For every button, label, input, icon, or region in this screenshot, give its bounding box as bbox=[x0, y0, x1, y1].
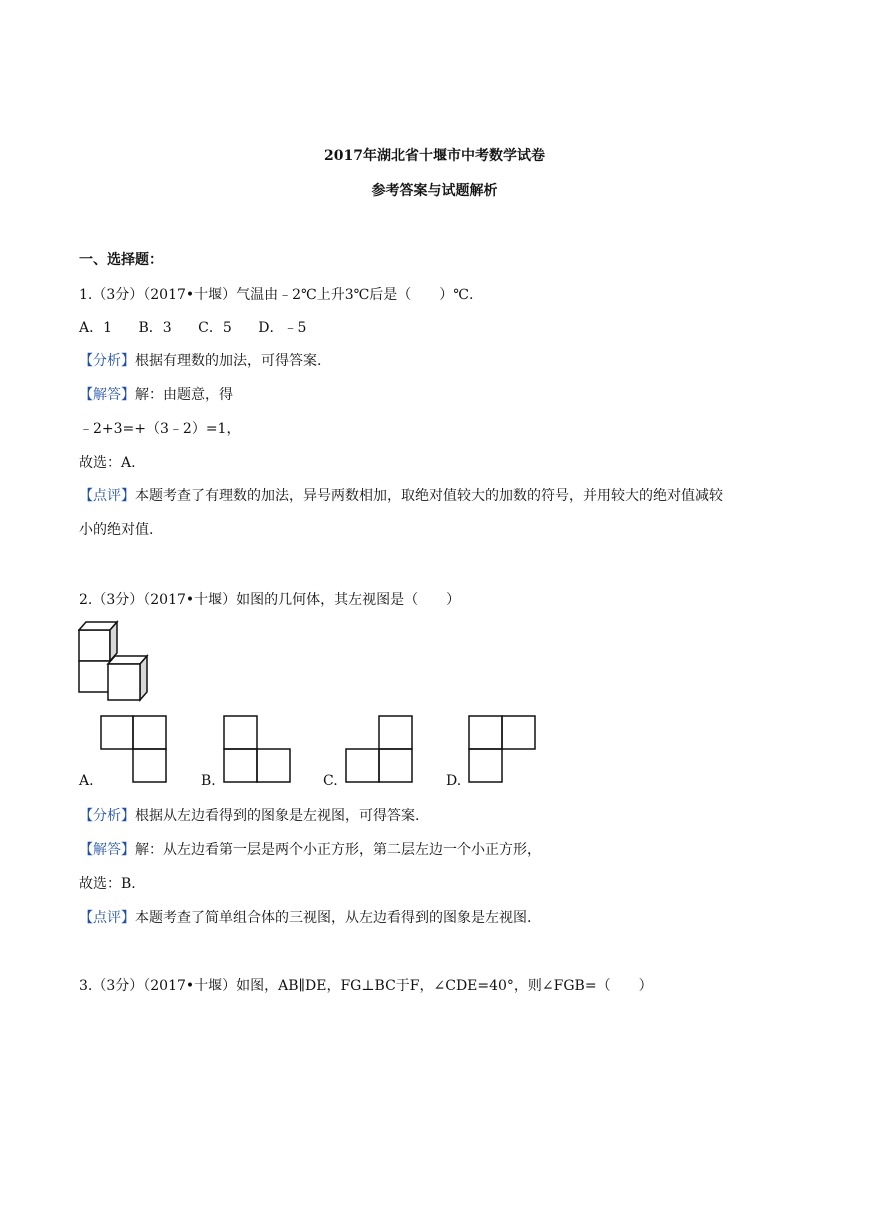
q1-solution-text: 解：由题意，得 bbox=[135, 387, 233, 403]
q2-answer: 故选：B. bbox=[79, 876, 136, 892]
q1-comment-text: 本题考查了有理数的加法，异号两数相加，取绝对值较大的加数的符号，并用较大的绝对值减较 bbox=[135, 488, 723, 504]
q2-analysis-text: 根据从左边看得到的图象是左视图，可得答案. bbox=[135, 808, 420, 824]
q1-option-d: D．﹣5 bbox=[258, 320, 307, 336]
q2-option-c-label: C. bbox=[323, 773, 338, 789]
q2-option-d-figure bbox=[468, 715, 536, 783]
q2-comment-text: 本题考查了简单组合体的三视图，从左边看得到的图象是左视图. bbox=[135, 910, 532, 926]
q2-comment-tag: 【点评】 bbox=[79, 910, 135, 926]
q2-solution-text: 解：从左边看第一层是两个小正方形，第二层左边一个小正方形， bbox=[135, 842, 541, 858]
q2-comment bbox=[79, 908, 531, 928]
q1-answer: 故选：A. bbox=[79, 455, 136, 471]
q1-stem: 1.（3分）（2017•十堰）气温由﹣2℃上升3℃后是（ ）℃. bbox=[79, 287, 474, 303]
q2-option-a-figure bbox=[100, 715, 168, 783]
q1-analysis bbox=[79, 351, 321, 371]
section-heading: 一、选择题： bbox=[79, 252, 163, 268]
q1-solution bbox=[79, 385, 233, 405]
document-title: 2017年湖北省十堰市中考数学试卷 bbox=[324, 148, 545, 164]
q2-option-d-label: D. bbox=[446, 773, 462, 789]
q1-options bbox=[79, 318, 328, 338]
q2-solution bbox=[79, 840, 541, 860]
q2-solid-figure bbox=[78, 620, 153, 702]
q2-stem: 2.（3分）（2017•十堰）如图的几何体，其左视图是（ ） bbox=[79, 592, 461, 608]
q2-solution-tag: 【解答】 bbox=[79, 842, 135, 858]
q2-analysis bbox=[79, 806, 419, 826]
q1-calculation: ﹣2+3=+（3﹣2）=1， bbox=[79, 421, 241, 437]
q1-analysis-text: 根据有理数的加法，可得答案. bbox=[135, 353, 322, 369]
q2-option-a-label: A. bbox=[79, 773, 94, 789]
document-subtitle: 参考答案与试题解析 bbox=[371, 183, 498, 199]
q1-comment-continued: 小的绝对值. bbox=[79, 522, 154, 538]
q2-analysis-tag: 【分析】 bbox=[79, 808, 135, 824]
q1-solution-tag: 【解答】 bbox=[79, 387, 135, 403]
q2-option-c-figure bbox=[345, 715, 413, 783]
q1-comment-tag: 【点评】 bbox=[79, 488, 135, 504]
q1-analysis-tag: 【分析】 bbox=[79, 353, 135, 369]
q3-stem: 3.（3分）（2017•十堰）如图，AB∥DE，FG⊥BC于F，∠CDE=40°，则∠FGB=（ ） bbox=[79, 978, 653, 994]
q1-comment bbox=[79, 486, 723, 506]
q1-option-a: A．1 bbox=[79, 320, 113, 336]
q2-option-b-label: B. bbox=[201, 773, 216, 789]
q1-option-c: C．5 bbox=[198, 320, 232, 336]
q2-option-b-figure bbox=[223, 715, 291, 783]
q1-option-b: B．3 bbox=[138, 320, 172, 336]
